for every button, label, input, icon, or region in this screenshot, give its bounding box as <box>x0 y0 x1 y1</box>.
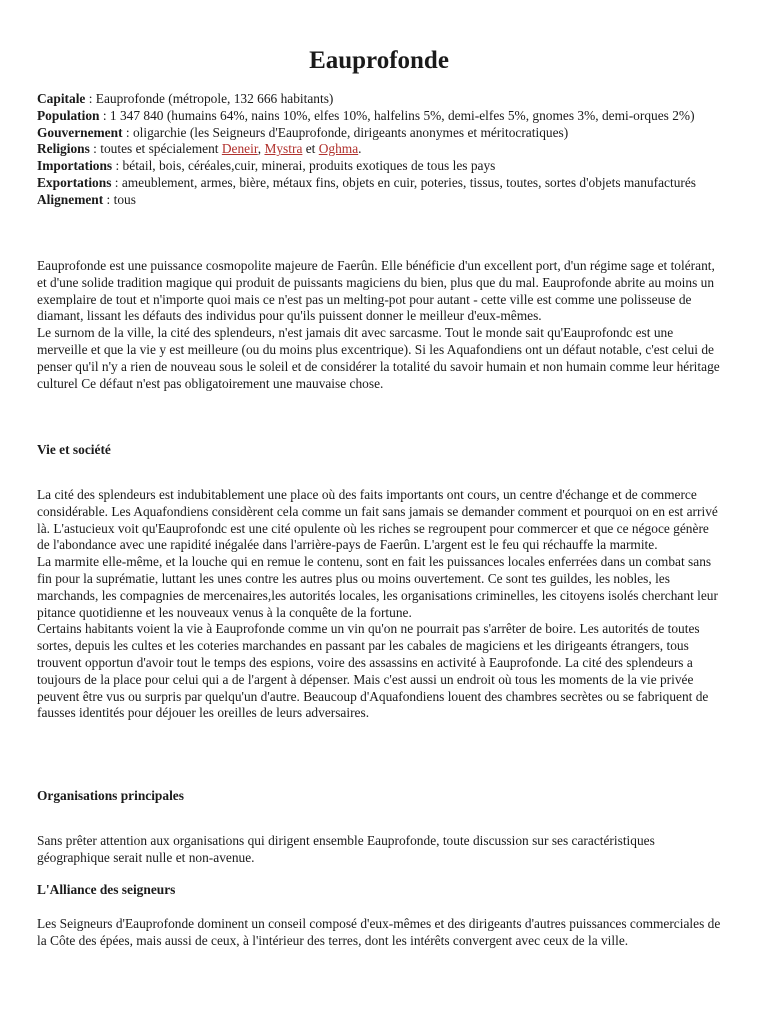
vie-heading-section <box>37 442 721 459</box>
city-infobox <box>37 91 721 209</box>
link-deneir[interactable]: Deneir <box>221 141 258 157</box>
orgs-section <box>37 833 721 867</box>
intro-section <box>37 258 721 392</box>
religions-conjunction: et <box>302 141 319 157</box>
capitale-value: : Eauprofonde (métropole, 132 666 habitants) <box>85 91 334 106</box>
link-mystra[interactable]: Mystra <box>264 141 303 157</box>
alignement-value: : tous <box>103 191 136 207</box>
infobox-capitale <box>37 91 721 108</box>
vie-paragraph: La cité des splendeurs est indubitablement une place où des faits importants ont cours, un centre d'échange et de commerce considérable. Les Aquafondiens considèrent cela comme un fait sans jamais se demander comment et pourquoi on en est arrivé là. L'astucieux voit qu'Eauprofondc est une cité opulente où les riches se regroupent pour commercer et que ce négoce génère de l'abondance avec une rapidité inégalée dans l'arrière-pays de Faerûn. L'argent est le feu qui réchauffe la marmite. <box>37 487 718 553</box>
religions-separator: , <box>257 141 265 157</box>
infobox-religions <box>37 141 721 158</box>
gouvernement-label: Gouvernement <box>37 124 123 140</box>
infobox-alignement <box>37 192 721 209</box>
page-title: Eauprofonde <box>309 47 449 74</box>
population-label: Population <box>37 107 100 123</box>
capitale-label: Capitale <box>37 91 86 106</box>
intro-paragraph: Le surnom de la ville, la cité des splendeurs, n'est jamais dit avec sarcasme. Tout le monde sait qu'Eauprofondc est une merveille et que la vie y est meilleure (ou du moins plus excentrique). Si les Aquafondiens ont un défaut notable, c'est celui de penser qu'il n'y a rien de nouveau sous le soleil et de considérer la totalité du savoir humain et non humain comme leur héritage culturel Ce défaut n'est pas obligatoirement une mauvaise chose. <box>37 325 720 391</box>
exportations-value: : ameublement, armes, bière, métaux fins, objets en cuir, poteries, tissus, toutes, sortes d'objets manufacturés <box>111 174 696 190</box>
link-oghma[interactable]: Oghma <box>318 141 359 157</box>
religions-label: Religions <box>37 141 90 157</box>
intro-paragraph: Eauprofonde est une puissance cosmopolite majeure de Faerûn. Elle bénéficie d'un excellent port, d'un régime sage et tolérant, et d'une solide tradition magique qui produit de puissants magiciens du bien, plus que du mal. Eauprofonde abrite au moins un exemplaire de tout et n'importe quoi mais ce n'est pas un melting-pot pour autant - cette ville est comme une polisseuse de diamant, lissant les défauts des individus pour qu'ils puissent donner le meilleur d'eux-mêmes. <box>37 258 715 324</box>
population-value: : 1 347 840 (humains 64%, nains 10%, elfes 10%, halfelins 5%, demi-elfes 5%, gnomes 3%, demi-orques 2%) <box>99 107 695 123</box>
infobox-exportations <box>37 175 721 192</box>
section-heading-organisations: Organisations principales <box>37 788 184 803</box>
importations-value: : bétail, bois, céréales,cuir, minerai, produits exotiques de tous les pays <box>112 158 496 174</box>
exportations-label: Exportations <box>37 174 112 190</box>
religions-suffix: . <box>358 141 362 157</box>
alliance-section <box>37 916 721 950</box>
section-heading-vie: Vie et société <box>37 442 111 457</box>
section-heading-alliance: L'Alliance des seigneurs <box>37 882 176 897</box>
alignement-label: Alignement <box>37 191 104 207</box>
alliance-paragraph: Les Seigneurs d'Eauprofonde dominent un conseil composé d'eux-mêmes et des dirigeants d'autres puissances commerciales de la Côte des épées, mais aussi de ceux, à l'intérieur des terres, dont les intérêts convergent avec ceux de la ville. <box>37 916 721 948</box>
orgs-heading-section <box>37 788 721 805</box>
vie-section <box>37 487 721 722</box>
alliance-heading-section <box>37 882 721 899</box>
importations-label: Importations <box>37 158 113 174</box>
infobox-importations <box>37 158 721 175</box>
religions-prefix: : toutes et spécialement <box>89 141 222 157</box>
gouvernement-value: : oligarchie (les Seigneurs d'Eauprofonde, dirigeants anonymes et méritocratiques) <box>122 124 569 140</box>
vie-paragraph: Certains habitants voient la vie à Eauprofonde comme un vin qu'on ne pourrait pas s'arrêter de boire. Les autorités de toutes sortes, depuis les cultes et les coteries marchandes en passant par les cabales de magiciens et les dirigeants étrangers, tous trouvent opportun d'avoir tout le temps des espions, voire des assassins en activité à Eauprofonde. La cité des splendeurs a toujours de la place pour celui qui a de l'argent à dépenser. Mais c'est aussi un endroit où tous les moments de la vie privée peuvent être vus ou surpris par quelqu'un d'autre. Beaucoup d'Aquafondiens louent des chambres secrètes ou se fabriquent de fausses identités pour déjouer les oreilles de leurs adversaires. <box>37 621 709 721</box>
vie-paragraph: La marmite elle-même, et la louche qui en remue le contenu, sont en fait les puissances locales enferrées dans un combat sans fin pour la suprématie, luttant les unes contre les autres plus ou moins ouvertement. Ce sont tes guildes, les nobles, les marchands, les compagnies de mercenaires,les autorités locales, les organisations criminelles, les citoyens isolés cherchant leur pitance quotidienne et les nouveaux venus à la conquête de la fortune. <box>37 554 718 620</box>
orgs-paragraph: Sans prêter attention aux organisations qui dirigent ensemble Eauprofonde, toute discussion sur ses caractéristiques géographique serait nulle et non-avenue. <box>37 833 655 865</box>
infobox-gouvernement <box>37 125 721 142</box>
infobox-population <box>37 108 721 125</box>
